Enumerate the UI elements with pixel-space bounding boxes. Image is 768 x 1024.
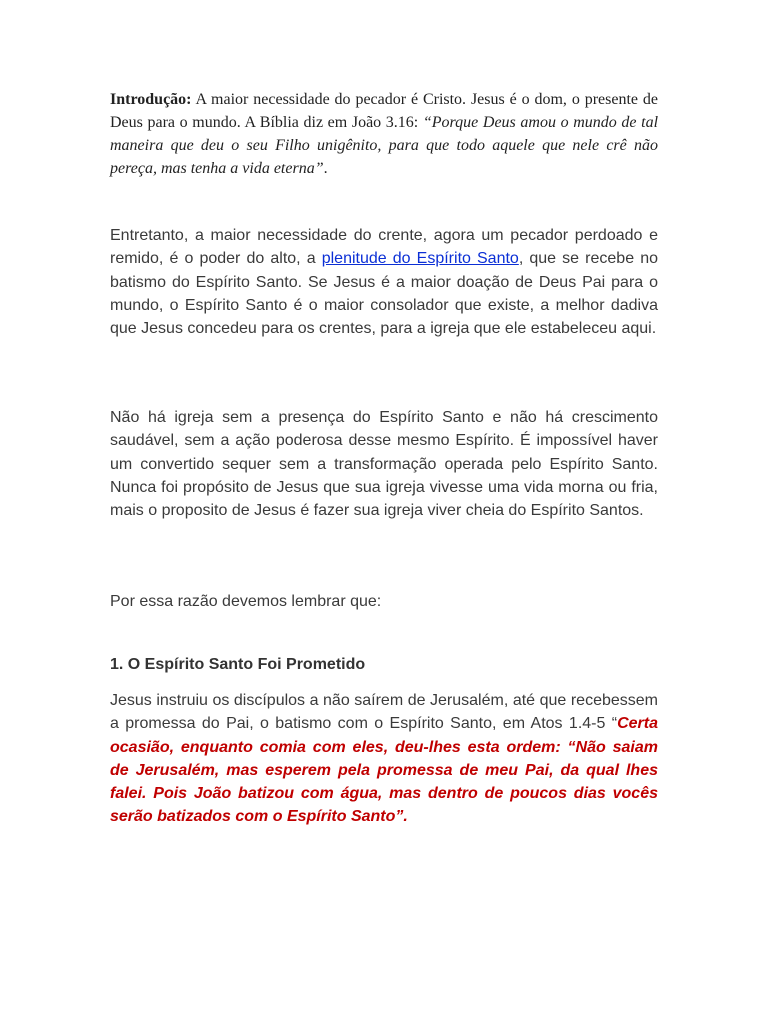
paragraph-crente-text-before: Entretanto, a maior necessidade do crente, agora um pecador perdoado e remido, é o poder do alto, a [110,227,658,268]
intro-text: A maior necessidade do pecador é Cristo. Jesus é o dom, o presente de Deus para o mundo. A Bíblia diz em João 3.16: [110,91,658,131]
paragraph-crente [110,224,658,340]
paragraph-crente-text-after: , que se recebe no batismo do Espírito Santo. Se Jesus é a maior doação de Deus Pai para o mundo, o Espírito Santo é o maior consolador que existe, a melhor dadiva que Jesus concedeu para os crentes, para a igreja que ele estabeleceu aqui. [110,250,658,338]
plenitude-link[interactable]: plenitude do Espírito Santo [321,250,519,268]
intro-label: Introdução: [110,91,192,108]
intro-end: . [323,160,328,177]
paragraph-razao: Por essa razão devemos lembrar que: [110,593,382,610]
section-1-quote: Certa ocasião, enquanto comia com eles, deu-lhes esta ordem: “Não saiam de Jerusalém, mas esperem pela promessa de meu Pai, da qual lhes falei. Pois João batizou com água, mas dentro de poucos dias vocês serão batizados com o Espírito Santo”. [110,715,658,826]
intro-quote: “Porque Deus amou o mundo de tal maneira que deu o seu Filho unigênito, para que todo aquele que nele crê não pereça, mas tenha a vida eterna” [110,114,659,177]
paragraph-igreja: Não há igreja sem a presença do Espírito Santo e não há crescimento saudável, sem a ação poderosa desse mesmo Espírito. É impossível haver um convertido sequer sem a transformação operada pelo Espírito Santo. Nunca foi propósito de Jesus que sua igreja vivesse uma vida morna ou fria, mais o proposito de Jesus é fazer sua igreja viver cheia do Espírito Santos. [110,409,658,520]
section-1-heading: 1. O Espírito Santo Foi Prometido [110,656,366,673]
intro-paragraph [110,88,658,180]
section-1-text: Jesus instruiu os discípulos a não saírem de Jerusalém, até que recebessem a promessa do Pai, o batismo com o Espírito Santo, em Atos 1.4-5 “ [110,692,658,733]
section-1-paragraph [110,689,658,829]
